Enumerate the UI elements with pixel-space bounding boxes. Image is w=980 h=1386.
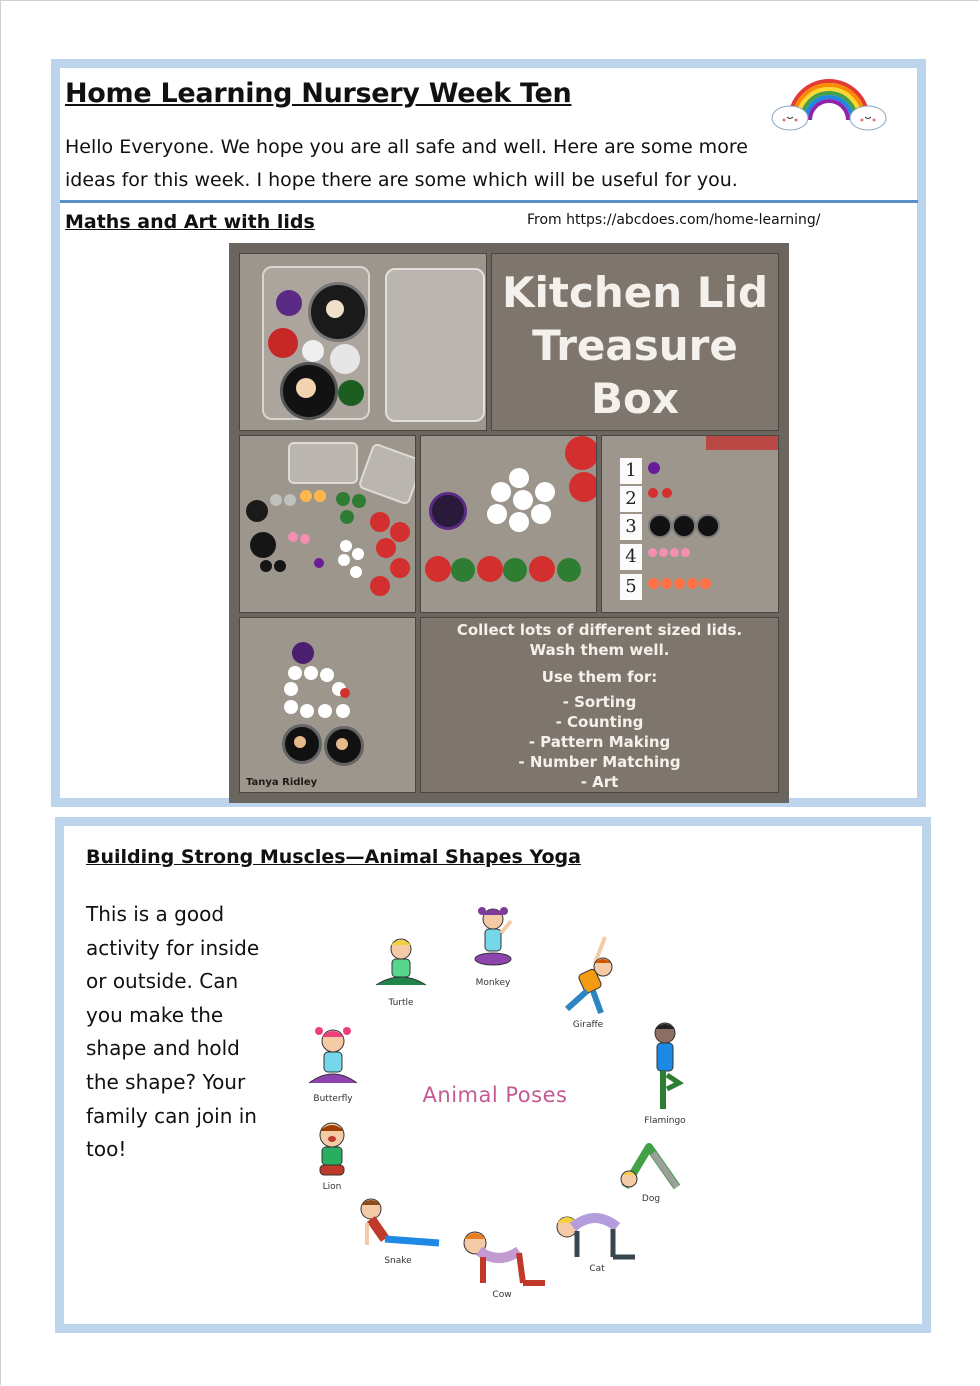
- rainbow-icon: [770, 78, 888, 134]
- pose-butterfly: Butterfly: [300, 1023, 366, 1104]
- intro-text: Hello Everyone. We hope you are all safe and well. Here are some more ideas for this week. I hope there are some which will be useful for you.: [65, 136, 748, 191]
- kitchen-lid-poster: [229, 243, 789, 803]
- lion-pose-icon: [308, 1117, 356, 1181]
- animal-poses-illustration: [290, 895, 710, 1315]
- pose-lion: Lion: [304, 1117, 360, 1192]
- header-divider: [60, 200, 918, 203]
- monkey-pose-icon: [468, 903, 518, 977]
- dog-pose-icon: [617, 1137, 685, 1193]
- photo-sorting: [239, 435, 416, 613]
- turtle-pose-icon: [372, 933, 430, 997]
- section-title-yoga: Building Strong Muscles—Animal Shapes Yoga: [86, 846, 581, 868]
- photo-lid-art: [239, 617, 416, 793]
- pose-monkey: Monkey: [462, 903, 524, 988]
- poster-instructions: Collect lots of different sized lids. Wash them well.: [456, 621, 743, 659]
- poster-uses-list: - Sorting - Counting - Pattern Making - Number Matching - Art: [518, 693, 681, 791]
- giraffe-pose-icon: [553, 933, 623, 1019]
- snake-pose-icon: [351, 1195, 445, 1255]
- number-card: 2: [620, 486, 642, 512]
- cow-pose-icon: [455, 1225, 549, 1289]
- number-card: 1: [620, 458, 642, 484]
- pose-snake: Snake: [350, 1195, 446, 1266]
- cat-pose-icon: [553, 1207, 641, 1263]
- pose-turtle: Turtle: [370, 933, 432, 1008]
- poster-instructions-tile: [420, 617, 779, 793]
- number-card: 4: [620, 544, 642, 570]
- pose-flamingo: Flamingo: [638, 1019, 692, 1126]
- animal-poses-title: Animal Poses: [422, 1083, 568, 1107]
- photo-lid-box: [239, 253, 487, 431]
- poster-heading-tile: [491, 253, 779, 431]
- poster-use-heading: Use them for:: [541, 668, 658, 686]
- source-link[interactable]: From https://abcdoes.com/home-learning/: [527, 212, 821, 228]
- pose-dog: Dog: [616, 1137, 686, 1204]
- photo-number-matching: [601, 435, 779, 613]
- section-title-maths-art: Maths and Art with lids: [65, 211, 315, 233]
- page-title: Home Learning Nursery Week Ten: [65, 78, 572, 109]
- poster-heading: Kitchen Lid Treasure Box: [501, 268, 769, 423]
- butterfly-pose-icon: [303, 1023, 363, 1093]
- poster-credit: Tanya Ridley: [246, 777, 318, 788]
- pose-cat: Cat: [552, 1207, 642, 1274]
- pose-cow: Cow: [454, 1225, 550, 1300]
- activity-text: This is a good activity for inside or outside. Can you make the shape and hold the shape? Your family can join in too!: [86, 902, 260, 1162]
- number-card: 5: [620, 574, 642, 600]
- pose-giraffe: Giraffe: [552, 933, 624, 1030]
- flamingo-pose-icon: [645, 1019, 685, 1115]
- number-card: 3: [620, 514, 642, 540]
- photo-patterns: [420, 435, 597, 613]
